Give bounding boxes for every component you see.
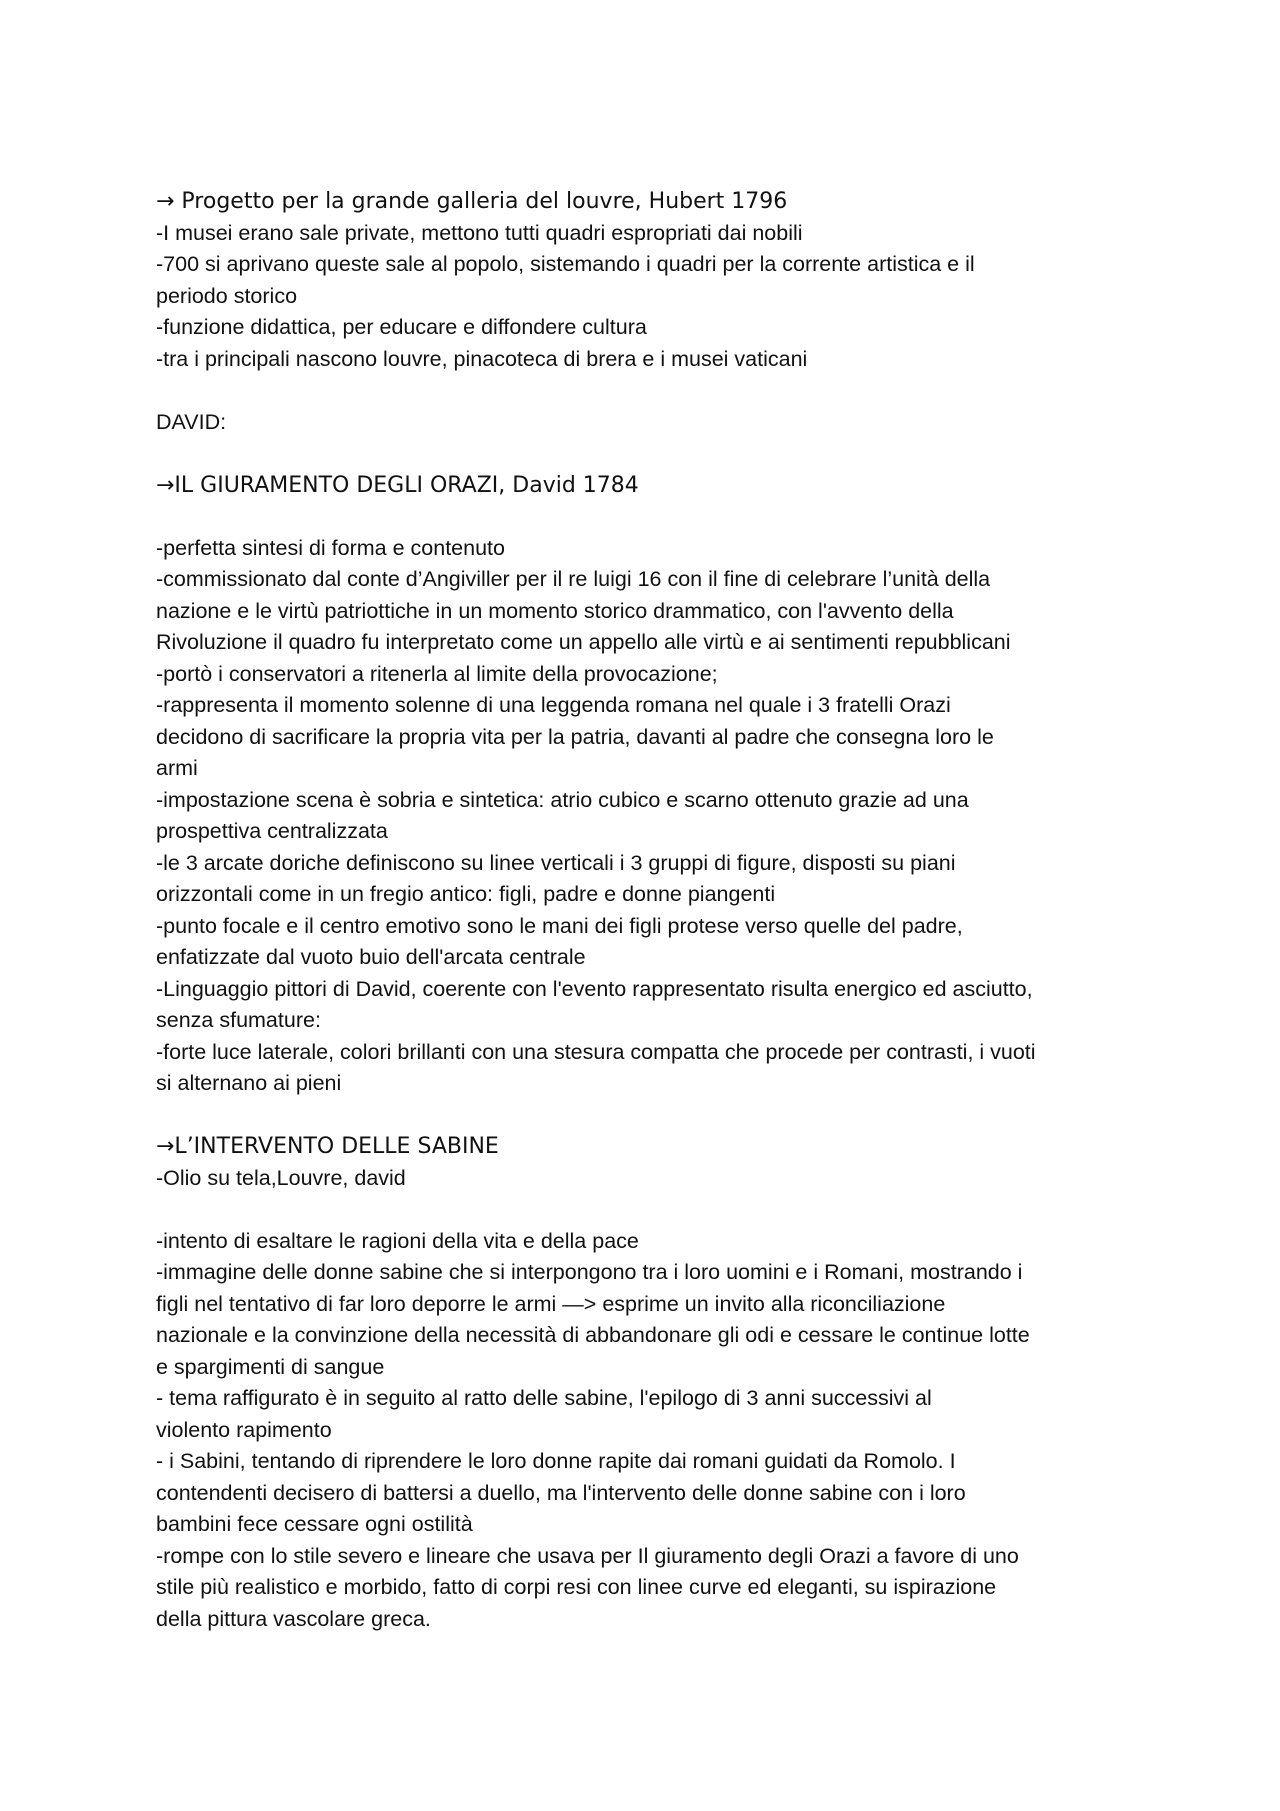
text-line: - tema raffigurato è in seguito al ratto delle sabine, l'epilogo di 3 anni successivi al (156, 1386, 932, 1410)
text-line: - i Sabini, tentando di riprendere le loro donne rapite dai romani guidati da Romolo. I (156, 1449, 956, 1473)
text-line: enfatizzate dal vuoto buio dell'arcata centrale (156, 945, 586, 969)
text-line: -I musei erano sale private, mettono tutti quadri espropriati dai nobili (156, 220, 803, 245)
text-line: prospettiva centralizzata (156, 819, 388, 843)
text-line: -funzione didattica, per educare e diffondere cultura (156, 315, 647, 339)
text-line: -immagine delle donne sabine che si interpongono tra i loro uomini e i Romani, mostrando i (156, 1260, 1023, 1284)
text-line: nazionale e la convinzione della necessità di abbandonare gli odi e cessare le continue lotte (156, 1323, 1030, 1347)
text-line: -perfetta sintesi di forma e contenuto (156, 535, 505, 560)
spacer (156, 1100, 1136, 1132)
text-line: -le 3 arcate doriche definiscono su linee verticali i 3 gruppi di figure, disposti su piani (156, 850, 956, 875)
text-line: -rappresenta il momento solenne di una leggenda romana nel quale i 3 fratelli Orazi (156, 693, 951, 717)
david-label: DAVID: (156, 409, 227, 434)
spacer (156, 375, 1136, 407)
text-line: -impostazione scena è sobria e sintetica: atrio cubico e scarno ottenuto grazie ad una (156, 787, 969, 812)
section-heading-sabine: →L’INTERVENTO DELLE SABINE (156, 1134, 499, 1159)
text-line: figli nel tentativo di far loro deporre le armi —> esprime un invito alla riconciliazione (156, 1291, 946, 1316)
text-line: stile più realistico e morbido, fatto di corpi resi con linee curve ed eleganti, su ispirazione (156, 1575, 997, 1599)
text-line: -Linguaggio pittori di David, coerente con l'evento rappresentato risulta energico ed asciutto, (156, 976, 1033, 1001)
text-line: bambini fece cessare ogni ostilità (156, 1512, 473, 1536)
section-heading-louvre: → Progetto per la grande galleria del louvre, Hubert 1796 (156, 189, 788, 214)
text-line: -700 si aprivano queste sale al popolo, sistemando i quadri per la corrente artistica e il (156, 252, 975, 276)
spacer (156, 438, 1136, 470)
text-line: orizzontali come in un fregio antico: figli, padre e donne piangenti (156, 882, 776, 906)
text-line: -Olio su tela,Louvre, david (156, 1165, 406, 1190)
spacer (156, 1194, 1136, 1226)
text-line: -punto focale e il centro emotivo sono le mani dei figli protese verso quelle del padre, (156, 913, 963, 938)
text-line: -rompe con lo stile severo e lineare che usava per Il giuramento degli Orazi a favore di uno (156, 1543, 1019, 1568)
text-line: violento rapimento (156, 1417, 332, 1442)
text-line: armi (156, 756, 198, 780)
text-line: contendenti decisero di battersi a duello, ma l'intervento delle donne sabine con i loro (156, 1480, 966, 1505)
text-line: decidono di sacrificare la propria vita per la patria, davanti al padre che consegna loro le (156, 724, 994, 749)
text-line: si alternano ai pieni (156, 1071, 342, 1095)
text-line: -tra i principali nascono louvre, pinacoteca di brera e i musei vaticani (156, 346, 808, 371)
text-line: -commissionato dal conte d’Angiviller per il re luigi 16 con il fine di celebrare l’unità della (156, 567, 991, 591)
section-heading-orazi: →IL GIURAMENTO DEGLI ORAZI, David 1784 (156, 472, 639, 498)
text-line: senza sfumature: (156, 1008, 321, 1032)
text-line: -portò i conservatori a ritenerla al limite della provocazione; (156, 661, 718, 686)
text-line: periodo storico (156, 283, 298, 308)
text-line: Rivoluzione il quadro fu interpretato come un appello alle virtù e ai sentimenti repubblicani (156, 630, 1011, 654)
text-line: -intento di esaltare le ragioni della vita e della pace (156, 1228, 639, 1253)
document-page (156, 186, 1136, 1635)
text-line: e spargimenti di sangue (156, 1354, 385, 1379)
spacer (156, 501, 1136, 533)
text-line: nazione e le virtù patriottiche in un momento storico drammatico, con l'avvento della (156, 598, 954, 623)
text-line: -forte luce laterale, colori brillanti con una stesura compatta che procede per contrasti, i vuoti (156, 1039, 1036, 1064)
text-line: della pittura vascolare greca. (156, 1606, 431, 1631)
